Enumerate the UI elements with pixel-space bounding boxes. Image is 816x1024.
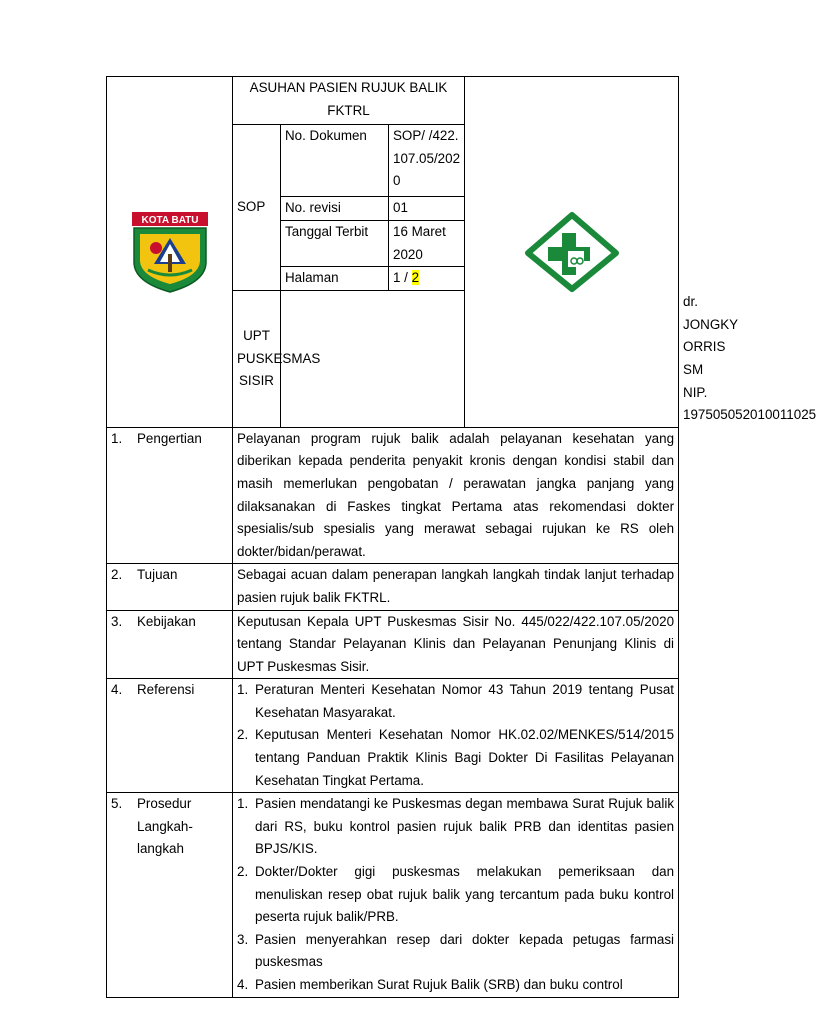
list-item: 2. Keputusan Menteri Kesehatan Nomor HK.02.02/MENKES/514/2015 tentang Panduan Praktik Klinis Bagi Dokter Di Fasilitas Pelayanan Kesehatan Tingkat Pertama.	[237, 727, 675, 788]
field-value-no-revisi: 01	[389, 197, 465, 221]
list-item: 1. Peraturan Menteri Kesehatan Nomor 43 Tahun 2019 tentang Pusat Kesehatan Masyarakat.	[237, 682, 675, 720]
section-text-kebijakan: Keputusan Kepala UPT Puskesmas Sisir No. 445/022/422.107.05/2020 tentang Standar Pelayanan Klinis dan Pelayanan Penunjang Klinis di UPT Puskesmas Sisir.	[233, 610, 679, 679]
list-item: 4. Pasien memberikan Surat Rujuk Balik (SRB) dan buku control	[237, 977, 623, 992]
logo-text: KOTA BATU	[140, 214, 199, 226]
section-label: Tujuan	[137, 567, 178, 583]
field-label-no-revisi: No. revisi	[281, 197, 389, 221]
section-label-tujuan	[107, 564, 233, 610]
section-label: Referensi	[137, 682, 195, 698]
field-value-halaman	[389, 267, 465, 291]
puskesmas-logo	[522, 211, 622, 293]
list-item: 1. Pasien mendatangi ke Puskesmas degan membawa Surat Rujuk balik dari RS, buku kontrol pasien rujuk balik PRB dan identitas pasien BPJS/KIS.	[237, 796, 675, 857]
section-number: 1.	[111, 430, 123, 446]
halaman-prefix: 1 /	[393, 270, 412, 286]
field-value-tanggal-terbit: 16 Maret 2020	[389, 221, 465, 267]
section-number: 5.	[111, 796, 123, 812]
field-label-no-dokumen: No. Dokumen	[281, 125, 389, 197]
section-number: 2.	[111, 567, 123, 583]
org-name: UPT PUSKESMAS SISIR	[233, 291, 281, 428]
kota-batu-logo	[130, 210, 210, 294]
document-title: ASUHAN PASIEN RUJUK BALIK FKTRL	[233, 77, 465, 125]
sop-label: SOP	[233, 125, 281, 291]
section-text-pengertian: Pelayanan program rujuk balik adalah pelayanan kesehatan yang diberikan kepada penderita penyakit kronis dengan kondisi stabil dan masih memerlukan pengobatan / perawatan jangka panjang yang dilaksanakan di Faskes tingkat Pertama atas rekomendasi dokter spesialis/sub spesialis yang merawat sebagai rujukan ke RS oleh dokter/bidan/perawat.	[233, 427, 679, 564]
list-item: 3. Pasien menyerahkan resep dari dokter kepada petugas farmasi puskesmas	[237, 931, 675, 970]
section-number: 4.	[111, 682, 123, 698]
section-label-pengertian	[107, 427, 233, 564]
kota-batu-logo-cell	[107, 77, 233, 428]
section-number: 3.	[111, 613, 123, 629]
section-list-prosedur	[233, 793, 679, 997]
section-label: Pengertian	[137, 430, 202, 446]
section-label-prosedur	[107, 793, 233, 997]
section-label-referensi	[107, 679, 233, 793]
section-list-referensi	[233, 679, 679, 793]
field-value-no-dokumen: SOP/ /422.107.05/2020	[389, 125, 465, 197]
field-label-tanggal-terbit: Tanggal Terbit	[281, 221, 389, 267]
list-item: 2. Dokter/Dokter gigi puskesmas melakukan pemeriksaan dan menuliskan resep obat rujuk balik yang tercantum pada buku kontrol peserta rujuk balik/PRB.	[237, 864, 675, 925]
field-label-halaman: Halaman	[281, 267, 389, 291]
section-label-kebijakan	[107, 610, 233, 679]
halaman-highlight: 2	[411, 270, 420, 286]
section-text-tujuan: Sebagai acuan dalam penerapan langkah langkah tindak lanjut terhadap pasien rujuk balik FKTRL.	[233, 564, 679, 610]
section-label: Kebijakan	[137, 613, 196, 629]
sop-table: KOTA BATU ASUHAN PASIEN RUJUK BALIK FKTRL SOP No. Dokumen SOP/ /422.107.05/2020 No. revisi 01 Tanggal Terbit 16 Maret 2020 Halaman 1 / 2 UPT PUSKESMAS SISIR dr. JONGKY ORRIS SM NIP. 197505052010011025 1. Pengertian Pelayanan program rujuk balik adalah pelayanan kesehatan yang diberikan kepada penderita penyakit kronis dengan kondisi stabil dan masih memerlukan pengobatan / perawatan jangka panjang yang dilaksanakan di Faskes tingkat Pertama atas rekomendasi dokter spesialis/sub spesialis yang merawat sebagai rujukan ke RS oleh dokter/bidan/perawat. 2. Tujuan Sebagai acuan dalam penerapan langkah langkah tindak lanjut terhadap pasien rujuk balik FKTRL. 3. Kebijakan Keputusan Kepala UPT Puskesmas Sisir No. 445/022/422.107.05/2020 tentang Standar Pelayanan Klinis dan Pelayanan Penunjang Klinis di UPT Puskesmas Sisir. 4. Referensi 1. Peraturan Menteri Kesehatan Nomor 43 Tahun 2019 tentang Pusat Kesehatan Masyarakat. 2. Keputusan Menteri Kesehatan Nomor HK.02.02/MENKES/514/2015 tentang Panduan Praktik Klinis Bagi Dokter Di Fasilitas Pelayanan Kesehatan Tingkat Pertama. 5. Prosedur Langkah-langkah 1. Pasien mendatangi ke Puskesmas degan membawa Surat Rujuk balik dari RS, buku kontrol pasien rujuk balik PRB dan identitas pasien BPJS/KIS. 2. Dokter/Dokter gigi puskesmas melakukan pemeriksaan dan menuliskan resep obat rujuk balik yang tercantum pada buku kontrol peserta rujuk balik/PRB. 3. Pasien menyerahkan resep dari dokter kepada petugas farmasi puskesmas 4. Pasien memberikan Surat Rujuk Balik (SRB) dan buku control	[106, 76, 679, 998]
org-blank	[281, 291, 679, 428]
section-label: Prosedur Langkah-langkah	[137, 796, 193, 857]
